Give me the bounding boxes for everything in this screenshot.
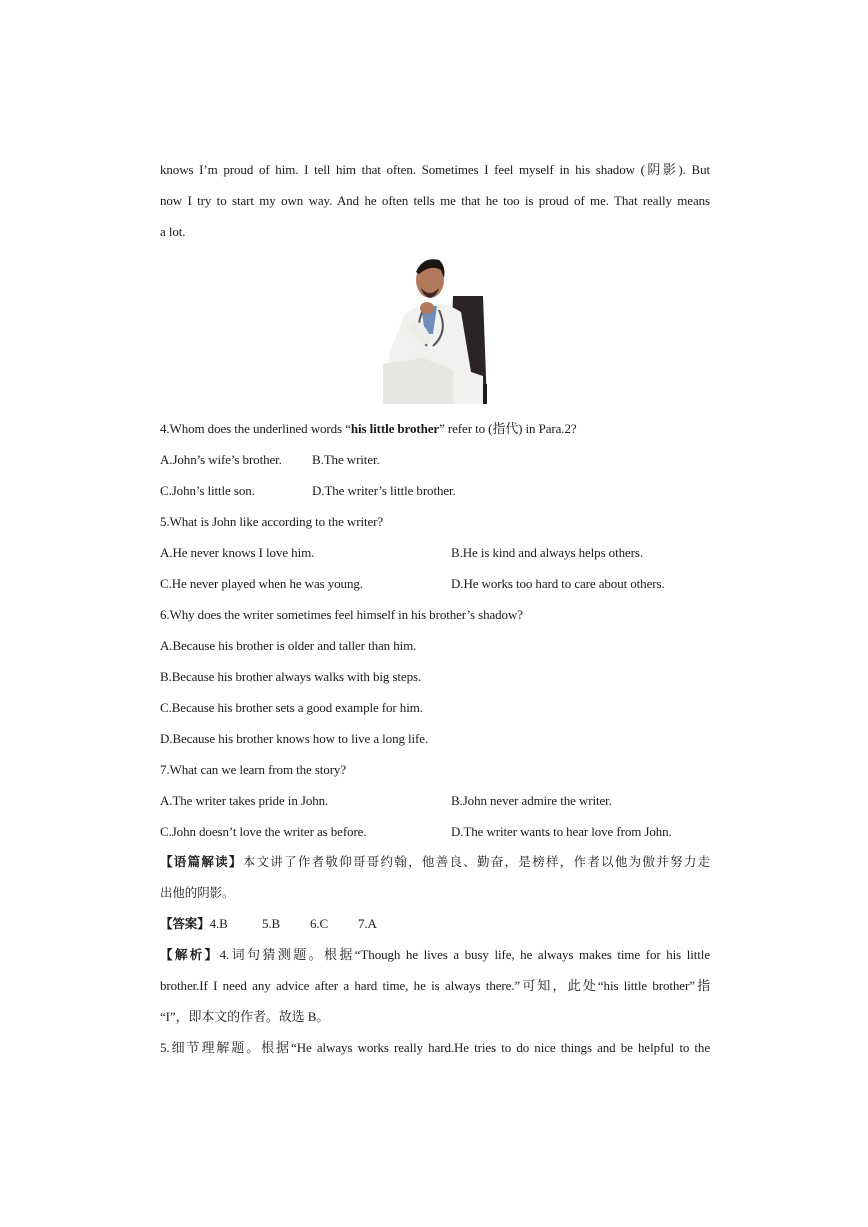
question-5-stem: 5.What is John like according to the writer? <box>160 514 384 529</box>
question-4-stem-bold: his little brother <box>350 421 440 436</box>
question-7-options-row-1 <box>160 793 710 809</box>
question-6-option-a: A.Because his brother is older and taller than him. <box>160 638 417 653</box>
question-6-option-b: B.Because his brother always walks with big steps. <box>160 669 422 684</box>
question-4-option-a: A.John’s wife’s brother. <box>160 452 282 467</box>
passage-line-1: knows I’m proud of him. I tell him that often. Sometimes I feel myself in his shadow (阴影). But <box>160 162 710 177</box>
analysis-line-2: brother.If I need any advice after a hard time, he is always there.”可知，此处“his little brother”指 <box>160 978 710 993</box>
question-4-option-b: B.The writer. <box>312 452 380 467</box>
question-4-stem <box>160 421 577 437</box>
answer-6: 6.C <box>310 916 329 931</box>
question-4-option-d: D.The writer’s little brother. <box>312 483 456 498</box>
question-7-option-c: C.John doesn’t love the writer as before. <box>160 824 367 839</box>
answer-5: 5.B <box>262 916 281 931</box>
question-5-option-c: C.He never played when he was young. <box>160 576 363 591</box>
analysis-line-3: “I”，即本文的作者。故选 B。 <box>160 1009 330 1024</box>
doctor-photo <box>383 254 487 405</box>
reading-summary-line-2: 出他的阴影。 <box>160 885 235 900</box>
passage-line-3: a lot. <box>160 224 186 239</box>
passage-line-2: now I try to start my own way. And he often tells me that he too is proud of me. That really means <box>160 193 710 208</box>
question-7-options-row-2 <box>160 824 710 840</box>
question-4-options-row-2 <box>160 483 710 499</box>
question-5-option-a: A.He never knows I love him. <box>160 545 315 560</box>
question-6-stem: 6.Why does the writer sometimes feel himself in his brother’s shadow? <box>160 607 523 622</box>
question-6-option-c: C.Because his brother sets a good example for him. <box>160 700 423 715</box>
question-5-options-row-2 <box>160 576 710 592</box>
question-4-stem-pre: 4.Whom does the underlined words “ <box>160 421 351 436</box>
analysis-line-1 <box>160 947 710 963</box>
question-7-option-b: B.John never admire the writer. <box>451 793 612 808</box>
analysis-line-4: 5.细节理解题。根据“He always works really hard.He tries to do nice things and be helpful to the <box>160 1040 710 1055</box>
answer-label: 【答案】 <box>160 916 210 931</box>
answer-7: 7.A <box>358 916 377 931</box>
question-5-options-row-1 <box>160 545 710 561</box>
reading-summary-text-1: 本文讲了作者敬仰哥哥约翰，他善良、勤奋，是榜样，作者以他为傲并努力走 <box>242 854 710 869</box>
question-4-option-c: C.John’s little son. <box>160 483 255 498</box>
question-4-options-row-1 <box>160 452 710 468</box>
question-5-option-b: B.He is kind and always helps others. <box>451 545 643 560</box>
question-7-option-a: A.The writer takes pride in John. <box>160 793 329 808</box>
answer-line <box>160 916 710 932</box>
analysis-label: 【解析】 <box>160 947 220 962</box>
reading-summary-line-1 <box>160 854 710 870</box>
question-5-option-d: D.He works too hard to care about others. <box>451 576 665 591</box>
question-7-stem: 7.What can we learn from the story? <box>160 762 347 777</box>
analysis-text-1: 4.词句猜测题。根据“Though he lives a busy life, he always makes time for his little <box>219 947 710 962</box>
answer-4: 4.B <box>209 916 228 931</box>
reading-summary-label: 【语篇解读】 <box>160 854 243 869</box>
question-7-option-d: D.The writer wants to hear love from John. <box>451 824 672 839</box>
question-6-option-d: D.Because his brother knows how to live a long life. <box>160 731 429 746</box>
question-4-stem-post: ” refer to (指代) in Para.2? <box>439 421 577 436</box>
